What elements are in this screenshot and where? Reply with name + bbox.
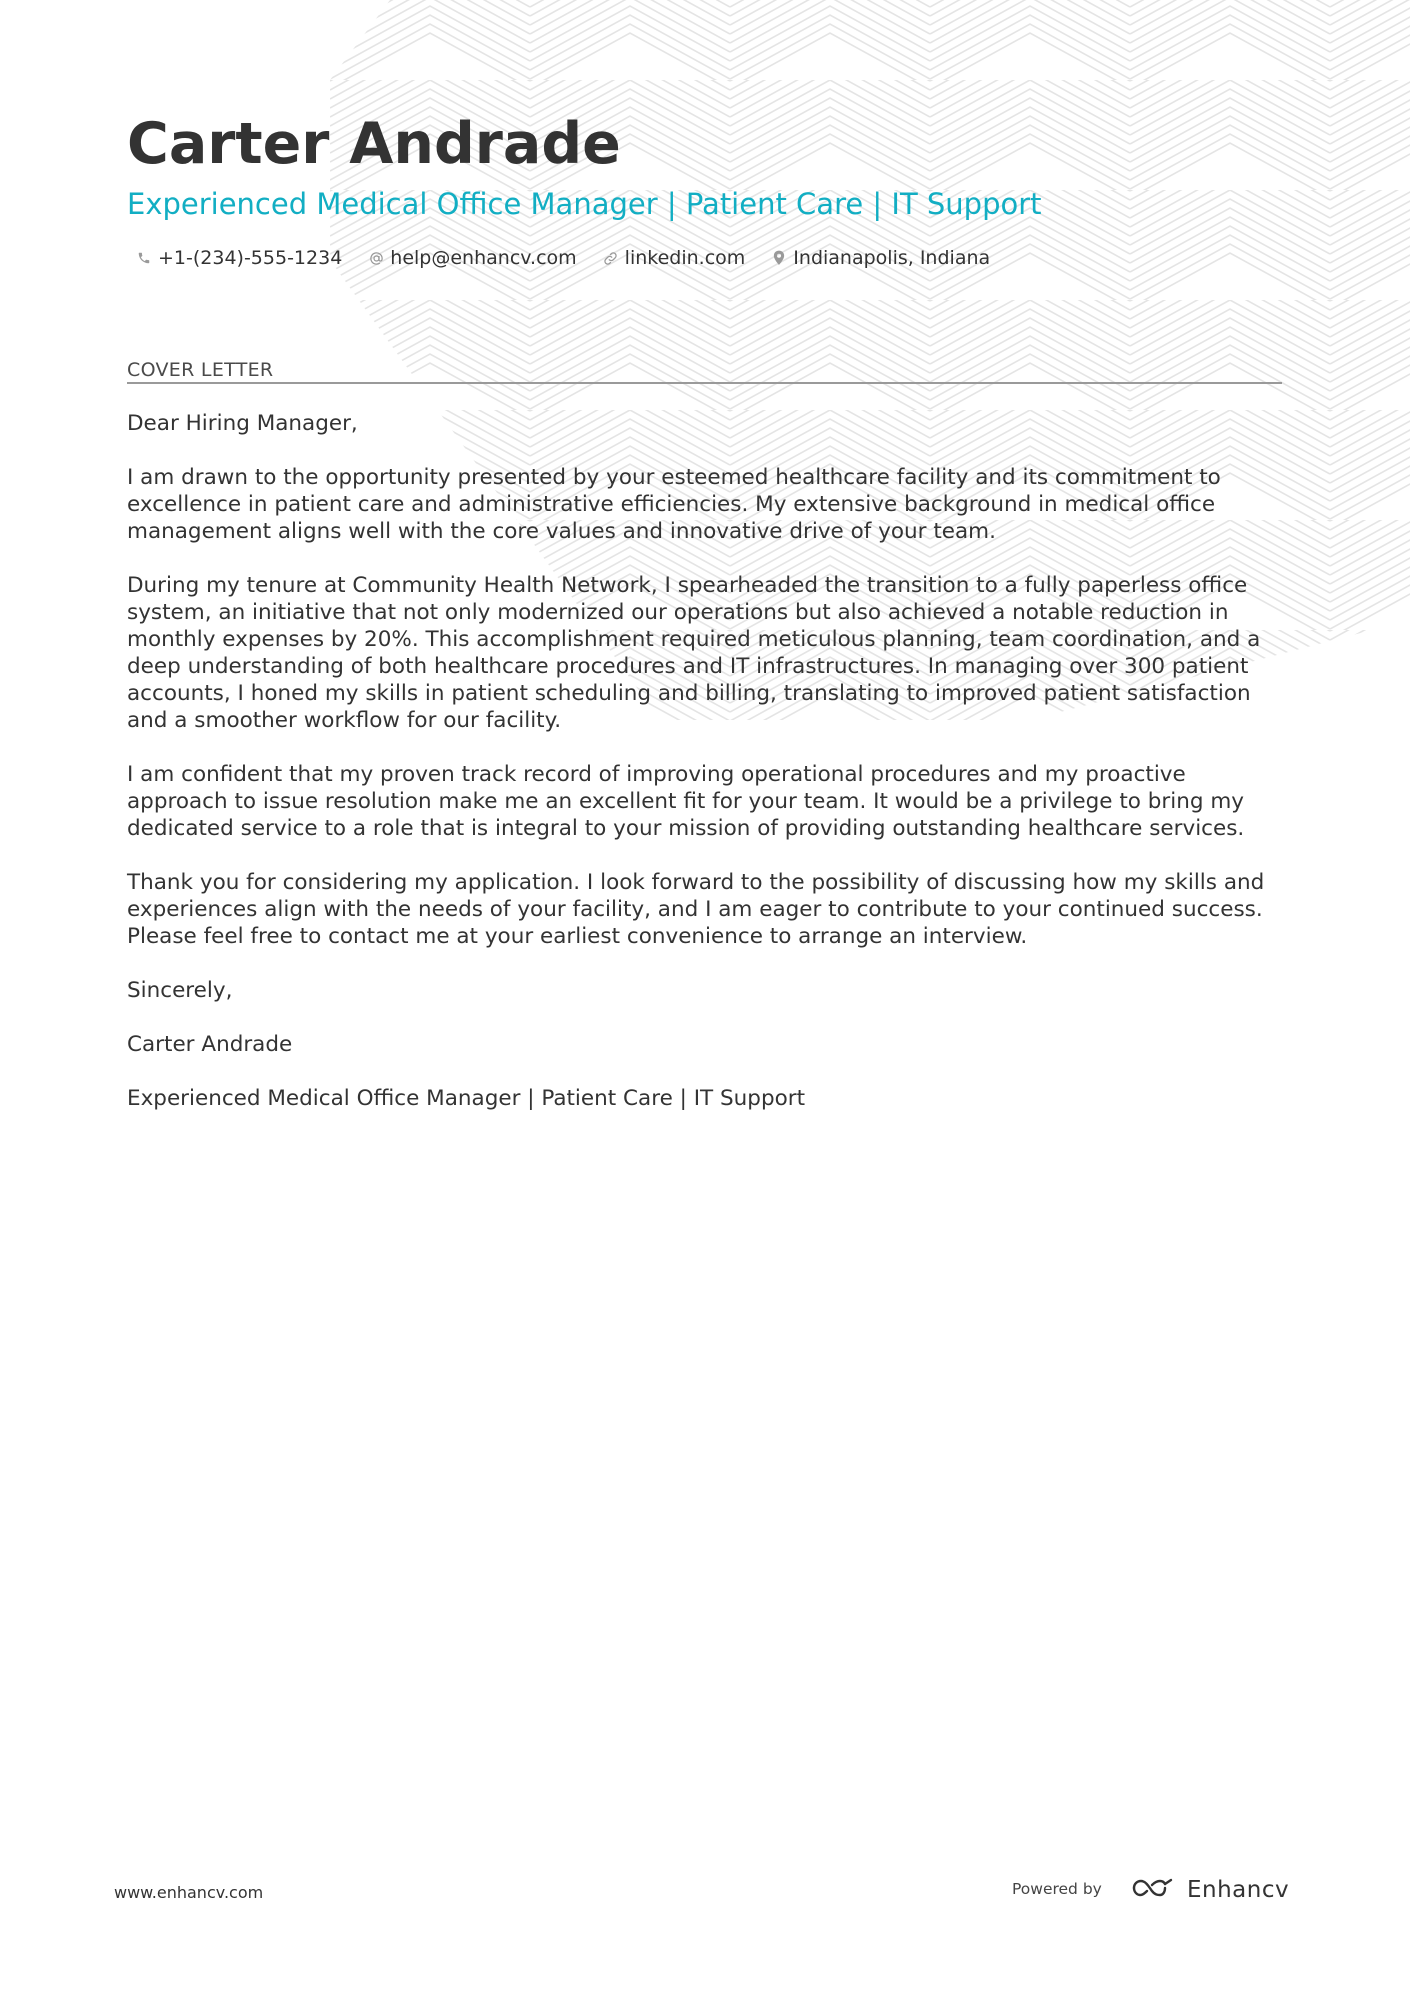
letter-body xyxy=(127,410,1287,1139)
footer-powered-by: Powered by xyxy=(1012,1880,1102,1898)
letter-paragraph: I am confident that my proven track record of improving operational procedures and my proactive approach to issue resolution make me an excellent fit for your team. It would be a privilege to bring my dedicated service to a role that is integral to your mission of providing outstanding healthcare services. xyxy=(127,762,1245,841)
phone-icon xyxy=(136,250,152,266)
footer-brand[interactable] xyxy=(1131,1876,1289,1904)
contact-location-text: Indianapolis, Indiana xyxy=(793,247,991,269)
contact-info-row xyxy=(136,244,1016,272)
link-icon xyxy=(603,250,619,266)
candidate-headline: Experienced Medical Office Manager | Patient Care | IT Support xyxy=(127,187,1042,221)
letter-paragraph: I am drawn to the opportunity presented by your esteemed healthcare facility and its commitment to excellence in patient care and administrative efficiencies. My extensive background in medical office management aligns well with the core values and innovative drive of your team. xyxy=(127,465,1221,544)
contact-email[interactable] xyxy=(368,244,576,272)
footer-brand-name: Enhancv xyxy=(1187,1877,1290,1903)
section-title-cover-letter: COVER LETTER xyxy=(127,359,274,381)
enhancv-logo-icon xyxy=(1131,1876,1177,1904)
contact-location xyxy=(771,244,990,272)
letter-paragraph: During my tenure at Community Health Network, I spearheaded the transition to a fully paperless office system, an initiative that not only modernized our operations but also achieved a notable reduction in monthly expenses by 20%. This accomplishment required meticulous planning, team coordination, and a deep understanding of both healthcare procedures and IT infrastructures. In managing over 300 patient accounts, I honed my skills in patient scheduling and billing, translating to improved patient satisfaction and a smoother workflow for our facility. xyxy=(127,573,1261,733)
contact-linkedin[interactable] xyxy=(603,244,746,272)
section-divider xyxy=(127,382,1282,384)
location-pin-icon xyxy=(771,250,787,266)
contact-email-text: help@enhancv.com xyxy=(390,247,577,269)
candidate-name: Carter Andrade xyxy=(127,111,621,177)
letter-signature-title: Experienced Medical Office Manager | Patient Care | IT Support xyxy=(127,1086,806,1111)
letter-greeting: Dear Hiring Manager, xyxy=(127,411,358,436)
contact-phone[interactable] xyxy=(136,244,342,272)
at-icon xyxy=(368,250,384,266)
letter-signature-name: Carter Andrade xyxy=(127,1032,293,1057)
letter-paragraph: Thank you for considering my application. I look forward to the possibility of discussing how my skills and experiences align with the needs of your facility, and I am eager to contribute to your continued success. Please feel free to contact me at your earliest convenience to arrange an interview. xyxy=(127,870,1265,949)
footer-website-link[interactable]: www.enhancv.com xyxy=(114,1883,264,1902)
contact-linkedin-text: linkedin.com xyxy=(624,247,746,269)
letter-closing: Sincerely, xyxy=(127,978,233,1003)
contact-phone-text: +1-(234)-555-1234 xyxy=(158,247,343,269)
